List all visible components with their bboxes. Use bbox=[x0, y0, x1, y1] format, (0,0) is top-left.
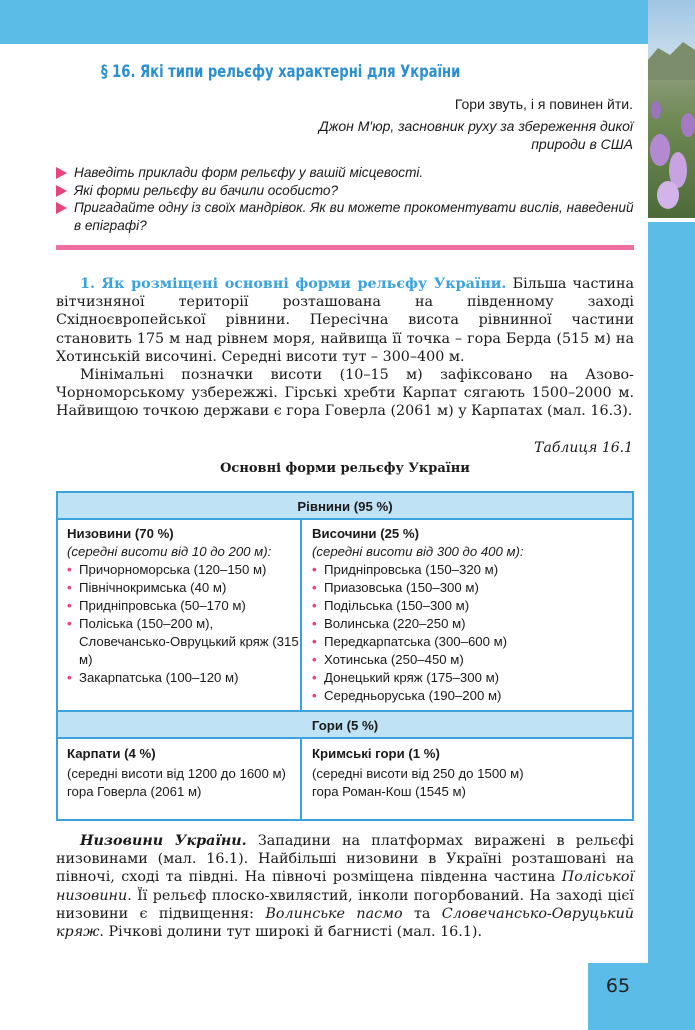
list-item: • Поліська (150–200 м), Словечансько-Овруцький кряж (315 м) bbox=[67, 615, 299, 669]
list-item: • Хотинська (250–450 м) bbox=[312, 651, 627, 669]
section-1-title: 1. Як розміщені основні форми рельєфу України. bbox=[80, 276, 507, 292]
lowlands-text: Низовини України. Западини на платформах виражені в рельєфі низовинами (мал. 16.1). Найбільші низовини в Україні розташовані на півночі, сході та півдні. На півночі розміщена південна частина Поліської низовини. Її рельєф плоско-хвилястий, інколи погорбований. На заході цієї низовини є підвищення: Волинське пасмо та Словечансько-Овруцький кряж. Річкові долини тут широкі й багнисті (мал. 16.1). bbox=[56, 833, 634, 941]
triangle-bullet-icon bbox=[56, 202, 67, 214]
list-item: • Придніпровська (150–320 м) bbox=[312, 561, 627, 579]
top-banner bbox=[0, 0, 648, 44]
list-item: • Середньоруська (190–200 м) bbox=[312, 687, 627, 705]
list-item: • Подільська (150–300 м) bbox=[312, 597, 627, 615]
list-item: • Передкарпатська (300–600 м) bbox=[312, 633, 627, 651]
lowlands-cell: Низовини (70 %) (середні висоти від 10 до 200 м): • Причорноморська (120–150 м) • Північнокримська (40 м) • Придніпровська (50–170 м) • Поліська (150–200 м), Словечансько-Овруцький кряж (315 м) • Закарпатська (100–120 м) bbox=[67, 525, 299, 687]
question-item: Які форми рельєфу ви бачили особисто? bbox=[56, 182, 641, 200]
page-title: § 16. Які типи рельєфу характерні для України bbox=[101, 62, 461, 82]
carpathians-cell: Карпати (4 %) (середні висоти від 1200 до 1600 м) гора Говерла (2061 м) bbox=[67, 746, 286, 799]
question-item: Пригадайте одну із своїх мандрівок. Як ви можете прокоментувати вислів, наведений в епіграфі? bbox=[56, 199, 641, 234]
section-1-paragraph-2: Мінімальні позначки висоти (10–15 м) зафіксовано на Азово-Чорноморському узбережжі. Гірські хребти Карпат сягають 1500–2000 м. Найвищою точкою держави є гора Говерла (2061 м) у Карпатах (мал. 16.3). bbox=[56, 367, 634, 420]
list-item: • Придніпровська (50–170 м) bbox=[67, 597, 299, 615]
column-divider bbox=[300, 739, 302, 819]
page-number: 65 bbox=[605, 975, 631, 997]
lowlands-lead: Низовини України. bbox=[80, 833, 247, 849]
warmup-questions bbox=[56, 164, 641, 234]
side-stripe bbox=[648, 222, 695, 1030]
uplands-cell: Височини (25 %) (середні висоти від 300 до 400 м): • Придніпровська (150–320 м) • Приазовська (150–300 м) • Подільська (150–300 м) • Волинська (220–250 м) • Передкарпатська (300–600 м) • Хотинська (250–450 м) • Донецький кряж (175–300 м) • Середньоруська (190–200 м) bbox=[312, 525, 627, 705]
crimean-cell: Кримські гори (1 %) (середні висоти від 250 до 1500 м) гора Роман-Кош (1545 м) bbox=[312, 746, 524, 799]
triangle-bullet-icon bbox=[56, 185, 67, 197]
table-label: Таблиця 16.1 bbox=[534, 440, 633, 456]
list-item: • Приазовська (150–300 м) bbox=[312, 579, 627, 597]
list-item: • Північнокримська (40 м) bbox=[67, 579, 299, 597]
epigraph-author: Джон М'юр, засновник руху за збереження дикої природи в США bbox=[318, 118, 633, 152]
flowers-photo bbox=[648, 0, 695, 218]
column-divider bbox=[300, 520, 302, 712]
list-item: • Донецький кряж (175–300 м) bbox=[312, 669, 627, 687]
table-title: Основні форми рельєфу України bbox=[220, 461, 470, 476]
triangle-bullet-icon bbox=[56, 167, 67, 179]
mountains-header: Гори (5 %) bbox=[58, 710, 632, 739]
question-item: Наведіть приклади форм рельєфу у вашій місцевості. bbox=[56, 164, 641, 182]
list-item: • Закарпатська (100–120 м) bbox=[67, 669, 299, 687]
divider bbox=[56, 245, 634, 250]
epigraph-quote: Гори звуть, і я повинен йти. bbox=[454, 96, 633, 112]
section-1-text: 1. Як розміщені основні форми рельєфу України. Більша частина вітчизняної території розташована на південному заході Східноєвропейської рівнини. Пересічна висота рівнинної частини становить 175 м над рівнем моря, найвища її точка – гора Берда (515 м) на Хотинській височині. Середні висоти тут – 300–400 м. Мінімальні позначки висоти (10–15 м) зафіксовано на Азово-Чорноморському узбережжі. Гірські хребти Карпат сягають 1500–2000 м. Найвищою точкою держави є гора Говерла (2061 м) у Карпатах (мал. 16.3). bbox=[56, 276, 635, 420]
plains-header: Рівнини (95 %) bbox=[58, 493, 632, 520]
list-item: • Причорноморська (120–150 м) bbox=[67, 561, 299, 579]
list-item: • Волинська (220–250 м) bbox=[312, 615, 627, 633]
relief-table bbox=[56, 491, 634, 821]
